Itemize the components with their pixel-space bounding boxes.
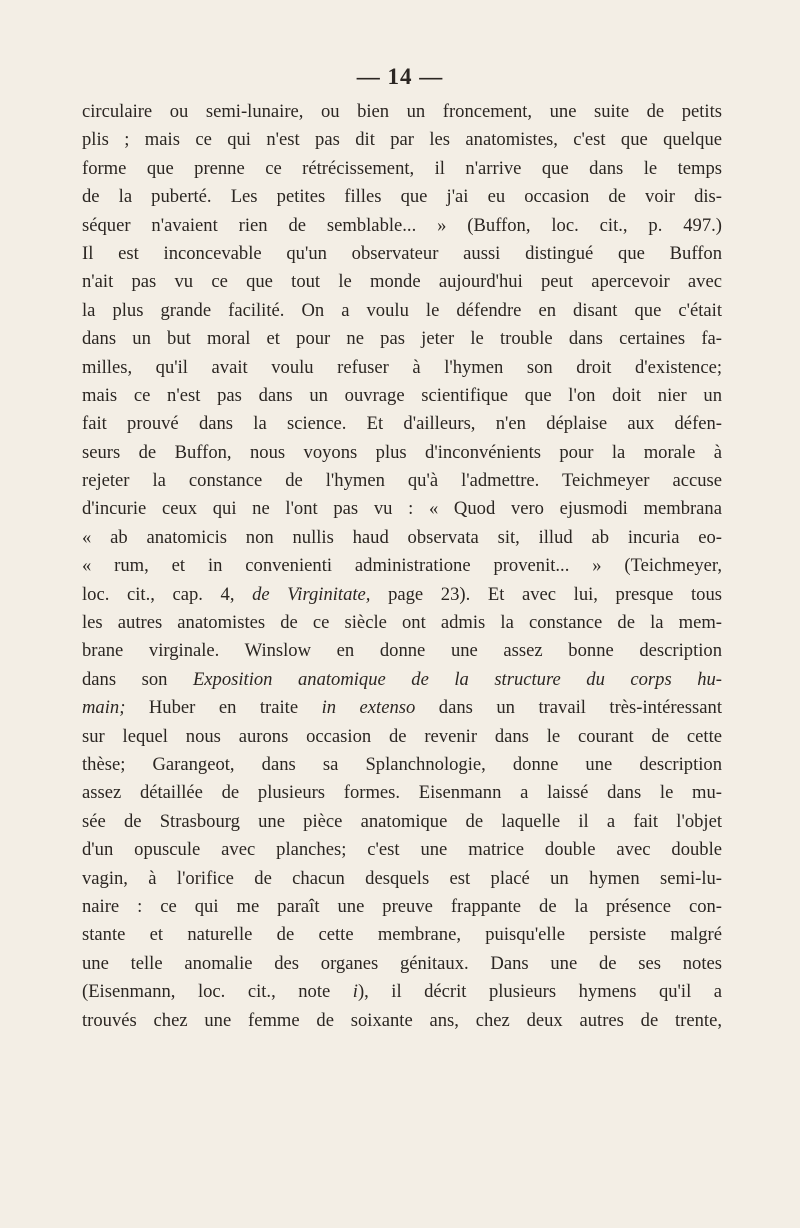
text-span: seurs de Buffon, nous voyons plus d'inconvénients pour la morale à xyxy=(82,441,722,463)
text-span: circulaire ou semi-lunaire, ou bien un froncement, une suite de petits xyxy=(82,101,722,122)
text-span: une telle anomalie des organes génitaux. Dans une de ses notes xyxy=(82,952,722,974)
text-line xyxy=(82,495,722,523)
italic-span: i xyxy=(352,981,358,1003)
text-span: plis ; mais ce qui n'est pas dit par les anatomistes, c'est que quelque xyxy=(82,129,722,151)
page-number: — 14 — xyxy=(356,64,444,89)
text-span: sée de Strasbourg une pièce anatomique de laquelle il a fait l'objet xyxy=(82,810,722,832)
text-line xyxy=(82,609,722,637)
text-line xyxy=(82,155,722,183)
text-span: les autres anatomistes de ce siècle ont admis la constance de la mem- xyxy=(82,612,722,634)
text-span: stante et naturelle de cette membrane, puisqu'elle persiste malgré xyxy=(82,924,722,946)
text-line xyxy=(82,723,722,751)
text-span: n'ait pas vu ce que tout le monde aujourd'hui peut apercevoir avec xyxy=(82,271,722,293)
text-span: mais ce n'est pas dans un ouvrage scientifique que l'on doit nier un xyxy=(82,384,722,406)
text-line xyxy=(82,354,722,382)
text-line xyxy=(82,524,722,552)
text-span: « rum, et in convenienti administratione provenit... » (Teichmeyer, xyxy=(82,555,722,577)
text-line xyxy=(82,893,722,921)
text-line xyxy=(82,268,722,296)
text-line xyxy=(82,382,722,410)
text-span: forme que prenne ce rétrécissement, il n'arrive que dans le temps xyxy=(82,157,722,179)
text-line xyxy=(82,836,722,864)
italic-span: de Virginitate, xyxy=(252,583,371,605)
text-line xyxy=(82,1007,722,1035)
text-span: sur lequel nous aurons occasion de revenir dans le courant de cette xyxy=(82,725,722,747)
text-span: thèse; Garangeot, dans sa Splanchnologie, donne une description xyxy=(82,753,722,775)
text-span: ), il décrit plusieurs hymens qu'il a xyxy=(357,981,722,1003)
text-line xyxy=(82,666,722,694)
text-line xyxy=(82,779,722,807)
italic-span: in extenso xyxy=(321,697,416,719)
text-span: page 23). Et avec lui, presque tous xyxy=(370,583,722,605)
text-line xyxy=(82,410,722,438)
text-span: de la puberté. Les petites filles que j'ai eu occasion de voir dis- xyxy=(82,186,722,208)
text-line xyxy=(82,467,722,495)
text-line xyxy=(82,439,722,467)
italic-span: main; xyxy=(82,697,126,719)
text-span: rejeter la constance de l'hymen qu'à l'admettre. Teichmeyer accuse xyxy=(82,470,722,492)
text-line xyxy=(82,637,722,665)
text-span: la plus grande facilité. On a voulu le défendre en disant que c'était xyxy=(82,299,722,321)
text-line xyxy=(82,126,722,154)
text-line xyxy=(82,751,722,779)
text-line xyxy=(82,552,722,580)
text-line xyxy=(82,98,722,126)
text-line xyxy=(82,921,722,949)
text-span: d'un opuscule avec planches; c'est une matrice double avec double xyxy=(82,839,722,861)
text-line xyxy=(82,240,722,268)
text-span: dans un travail très-intéressant xyxy=(415,697,722,719)
text-line xyxy=(82,297,722,325)
italic-span: Exposition anatomique de la structure du corps hu- xyxy=(192,668,722,690)
text-line xyxy=(82,581,722,609)
text-span: Huber en traite xyxy=(125,697,322,719)
text-span: d'incurie ceux qui ne l'ont pas vu : « Quod vero ejusmodi membrana xyxy=(82,498,722,520)
text-span: fait prouvé dans la science. Et d'ailleurs, n'en déplaise aux défen- xyxy=(82,413,722,435)
text-line xyxy=(82,212,722,240)
text-line xyxy=(82,978,722,1006)
text-span: brane virginale. Winslow en donne une assez bonne description xyxy=(82,640,722,662)
text-line xyxy=(82,808,722,836)
text-line xyxy=(82,183,722,211)
body-text xyxy=(82,98,722,1035)
text-span: loc. cit., cap. 4, xyxy=(82,583,253,605)
text-span: dans son xyxy=(82,668,193,690)
text-span: vagin, à l'orifice de chacun desquels est placé un hymen semi-lu- xyxy=(82,867,722,889)
text-span: milles, qu'il avait voulu refuser à l'hymen son droit d'existence; xyxy=(82,356,722,378)
text-span: Il est inconcevable qu'un observateur aussi distingué que Buffon xyxy=(82,242,722,264)
text-span: « ab anatomicis non nullis haud observata sit, illud ab incuria eo- xyxy=(82,526,722,548)
text-span: séquer n'avaient rien de semblable... » (Buffon, loc. cit., p. 497.) xyxy=(82,214,722,236)
text-line xyxy=(82,865,722,893)
text-span: dans un but moral et pour ne pas jeter le trouble dans certaines fa- xyxy=(82,328,722,350)
text-line xyxy=(82,950,722,978)
text-span: assez détaillée de plusieurs formes. Eisenmann a laissé dans le mu- xyxy=(82,782,722,804)
text-span: trouvés chez une femme de soixante ans, chez deux autres de trente, xyxy=(82,1009,722,1031)
text-line xyxy=(82,694,722,722)
text-line xyxy=(82,325,722,353)
text-span: (Eisenmann, loc. cit., note xyxy=(82,981,353,1003)
text-span: naire : ce qui me paraît une preuve frappante de la présence con- xyxy=(82,895,722,917)
